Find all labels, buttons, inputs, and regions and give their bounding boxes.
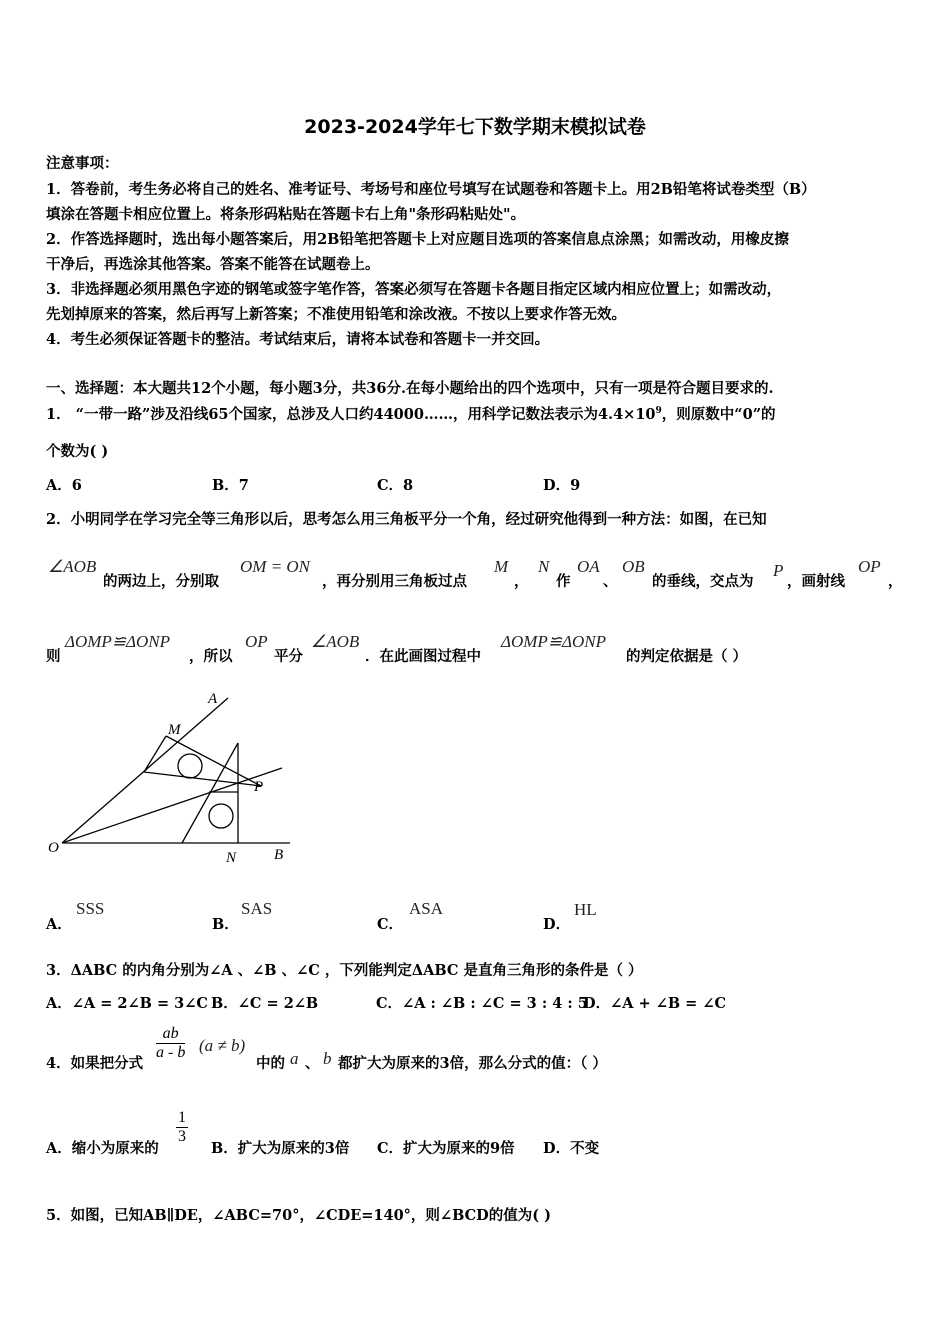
q2-text: ， bbox=[514, 573, 529, 590]
q2-option-b-label: B． bbox=[212, 916, 239, 933]
q4-text: 中的 bbox=[256, 1055, 285, 1072]
q2-text: ，再分别用三角板过点 bbox=[322, 573, 467, 590]
label-a: A bbox=[208, 691, 218, 707]
q2-option-c-value: ASA bbox=[409, 899, 444, 918]
page-title: 2023-2024学年七下数学期末模拟试卷 bbox=[304, 116, 646, 138]
label-o: O bbox=[48, 840, 59, 856]
notes-line: 3．非选择题必须用黑色字迹的钢笔或签字笔作答，答案必须写在答题卡各题目指定区域内相应位置上；如需改动， bbox=[46, 281, 782, 298]
ruler-edge bbox=[144, 736, 166, 772]
q1-option-b: B．7 bbox=[212, 477, 249, 494]
q4-text: 、 bbox=[305, 1055, 320, 1072]
notes-line: 填涂在答题卡相应位置上。将条形码粘贴在答题卡右上角"条形码粘贴处"。 bbox=[46, 206, 526, 223]
q4-condition: (a ≠ b) bbox=[199, 1036, 246, 1055]
q2-option-c-label: C． bbox=[377, 916, 404, 933]
label-p: P bbox=[254, 779, 264, 795]
q2-option-d-label: D． bbox=[543, 916, 571, 933]
q2-text: 则 bbox=[46, 648, 61, 665]
q1-text: 1． “一带一路”涉及沿线65个国家，总涉及人口约44000……，用科学记数法表示为$4.4\times 10^9$，则原数中“0”的 bbox=[46, 406, 776, 423]
label-m: M bbox=[168, 722, 181, 738]
q4-option-a: A．缩小为原来的 bbox=[46, 1140, 159, 1157]
ruler-edge bbox=[144, 772, 261, 786]
q2-option-d-value: HL bbox=[574, 900, 597, 919]
ruler-edge bbox=[182, 743, 238, 843]
q2-congruence: ΔOMP≌ΔONP bbox=[65, 632, 171, 651]
notes-line: 4．考生必须保证答题卡的整洁。考试结束后，请将本试卷和答题卡一并交回。 bbox=[46, 331, 550, 348]
q2-angle-aob: ∠AOB bbox=[311, 632, 360, 651]
q2-op: OP bbox=[858, 557, 881, 576]
q2-text: ．在此画图过程中 bbox=[365, 648, 481, 665]
q1-option-a: A．6 bbox=[46, 477, 82, 494]
q4-option-d: D．不变 bbox=[543, 1140, 600, 1157]
notes-heading: 注意事项： bbox=[46, 155, 119, 172]
q1-option-d: D．9 bbox=[543, 477, 581, 494]
q2-congruence: ΔOMP≌ΔONP bbox=[501, 632, 607, 651]
q2-angle-aob: ∠AOB bbox=[48, 557, 97, 576]
q2-option-a-value: SSS bbox=[76, 899, 105, 918]
ruler-hole bbox=[178, 754, 202, 778]
q4-text: 4．如果把分式 bbox=[46, 1055, 144, 1072]
q2-text: ，所以 bbox=[189, 648, 233, 665]
q2-point-p: P bbox=[773, 561, 784, 580]
q5-text: 5．如图，已知AB∥DE，∠ABC=70°，∠CDE=140°，则∠BCD的值为( ) bbox=[46, 1207, 551, 1224]
q2-text: ，画射线 bbox=[787, 573, 845, 590]
q2-om-on: OM = ON bbox=[240, 557, 311, 576]
label-n: N bbox=[226, 850, 237, 866]
q4-option-c: C．扩大为原来的9倍 bbox=[377, 1140, 515, 1157]
q4-option-b: B．扩大为原来的3倍 bbox=[211, 1140, 350, 1157]
q4-fraction: $\frac{ab}{a - b}$ bbox=[156, 1025, 186, 1061]
q4-text: 都扩大为原来的3倍，那么分式的值：（ ） bbox=[338, 1055, 607, 1072]
notes-line: 先划掉原来的答案，然后再写上新答案；不准使用铅笔和涂改液。不按以上要求作答无效。 bbox=[46, 306, 626, 323]
q2-option-b-value: SAS bbox=[241, 899, 273, 918]
q2-op: OP bbox=[245, 632, 268, 651]
q3-option-d: D．∠A + ∠B = ∠C bbox=[583, 995, 727, 1012]
label-b: B bbox=[274, 847, 284, 863]
q2-text: 2．小明同学在学习完全等三角形以后，思考怎么用三角板平分一个角，经过研究他得到一种方法：如图，在已知 bbox=[46, 511, 767, 528]
q3-option-b: B．∠C = 2∠B bbox=[211, 995, 319, 1012]
q3-text: 3．ΔABC 的内角分别为∠A 、∠B 、∠C ，下列能判定ΔABC 是直角三角形的条件是（ ） bbox=[46, 962, 643, 979]
q3-option-a: A．∠A = 2∠B = 3∠C bbox=[46, 995, 208, 1012]
q2-oa: OA bbox=[577, 557, 600, 576]
q2-text: 平分 bbox=[274, 648, 303, 665]
q2-point-n: N bbox=[538, 557, 550, 576]
q4-var-b: b bbox=[323, 1049, 332, 1068]
q2-figure bbox=[44, 688, 294, 868]
ruler-edge bbox=[166, 736, 261, 786]
q2-text: 的垂线，交点为 bbox=[652, 573, 754, 590]
q2-text: 、 bbox=[603, 573, 618, 590]
notes-line: 2．作答选择题时，选出每小题答案后，用2B铅笔把答题卡上对应题目选项的答案信息点涂黑；如需改动，用橡皮擦 bbox=[46, 231, 789, 248]
section-heading: 一、选择题：本大题共12个小题，每小题3分，共36分.在每小题给出的四个选项中，只有一项是符合题目要求的. bbox=[46, 380, 774, 397]
q2-text: 的两边上，分别取 bbox=[103, 573, 219, 590]
notes-line: 1．答卷前，考生务必将自己的姓名、准考证号、考场号和座位号填写在试题卷和答题卡上。用2B铅笔将试卷类型（B） bbox=[46, 181, 816, 198]
q2-text: ， bbox=[888, 573, 903, 590]
q2-ob: OB bbox=[622, 557, 645, 576]
q2-point-m: M bbox=[494, 557, 509, 576]
ruler-hole bbox=[209, 804, 233, 828]
q2-option-a-label: A． bbox=[46, 916, 72, 933]
q4-var-a: a bbox=[290, 1049, 299, 1068]
q4-option-a-fraction: $\frac{1}{3}$ bbox=[178, 1109, 186, 1145]
q3-option-c: C．∠A : ∠B : ∠C = 3 : 4 : 5 bbox=[376, 995, 588, 1012]
q2-text: 作 bbox=[556, 573, 571, 590]
q2-text: 的判定依据是（ ） bbox=[626, 648, 748, 665]
notes-line: 干净后，再选涂其他答案。答案不能答在试题卷上。 bbox=[46, 256, 380, 273]
q1-text-2: 个数为( ) bbox=[46, 443, 109, 460]
q1-option-c: C．8 bbox=[377, 477, 414, 494]
